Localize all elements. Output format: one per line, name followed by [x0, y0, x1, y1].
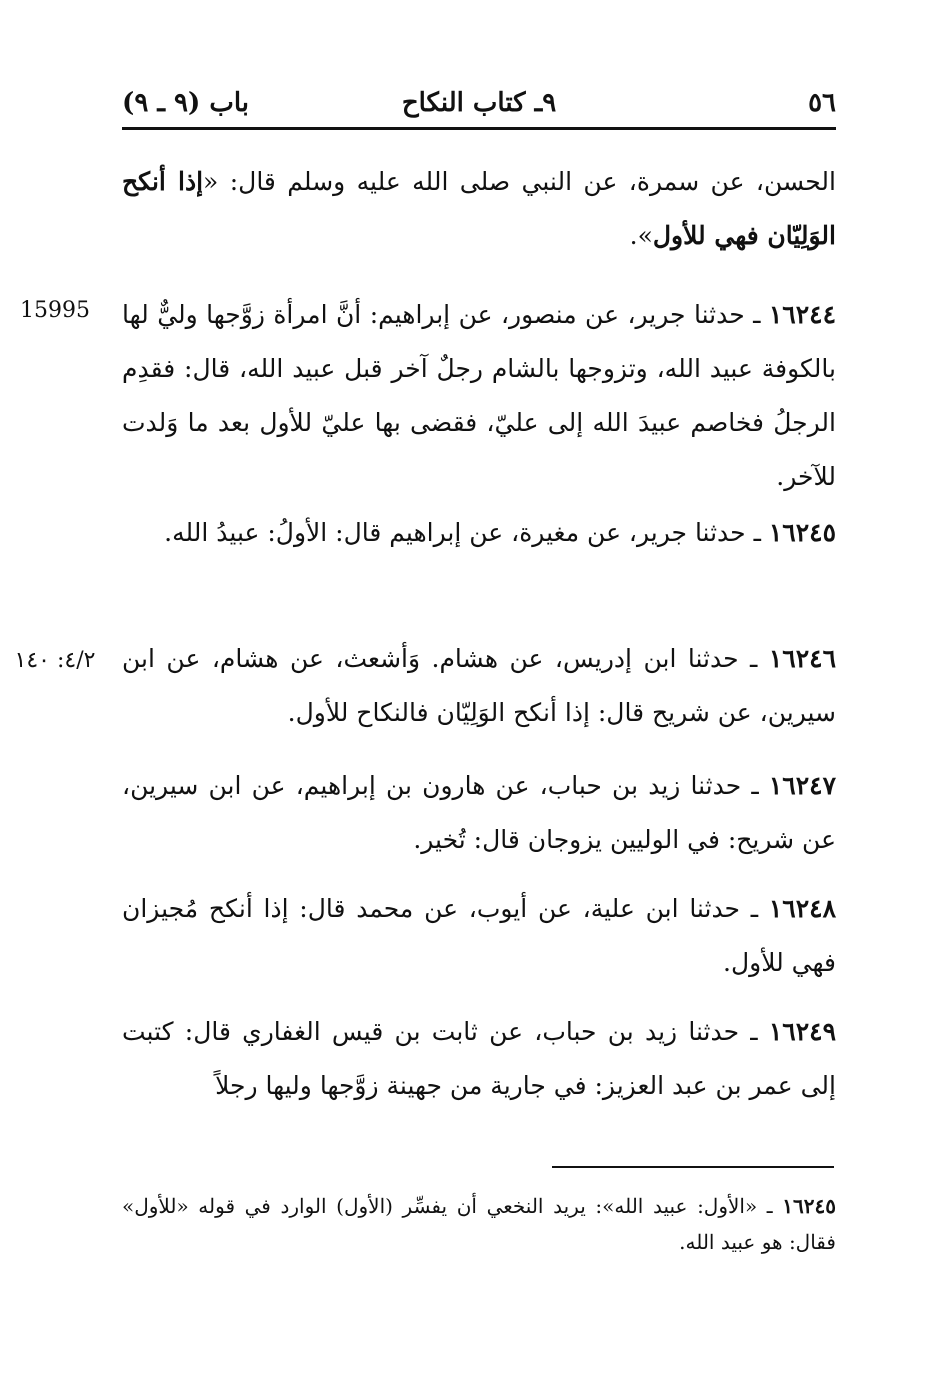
quoted-hadith-text: إذا أنكح الوَلِيّان فهي للأول [122, 167, 836, 250]
chapter-label: باب (٩ ـ ٩) [122, 88, 249, 118]
paragraph-text: الحسن، عن سمرة، عن النبي صلى الله عليه وسلم قال: « [203, 167, 836, 196]
hadith-text: ـ حدثنا جرير، عن منصور، عن إبراهيم: أنَّ امرأة زوَّجها وليٌّ لها بالكوفة عبيد الله، وتزوجها بالشام رجلٌ آخر قبل عبيد الله، قال: فقدِم الرجلُ فخاصم عبيدَ الله إلى عليّ، فقضى بها عليّ للأول بعد ما وَلدت للآخر. [122, 300, 836, 491]
footnote [122, 1188, 836, 1260]
paragraph-continuation [122, 155, 836, 263]
hadith-entry [122, 288, 836, 504]
hadith-text: ـ حدثنا ابن علية، عن أيوب، عن محمد قال: إذا أنكح مُجيزان فهي للأول. [122, 894, 836, 977]
hadith-text: ـ حدثنا جرير، عن مغيرة، عن إبراهيم قال: الأولُ: عبيدُ الله. [164, 518, 769, 547]
hadith-entry [122, 759, 836, 867]
page-header [122, 80, 836, 126]
hadith-number: ١٦٢٤٥ [768, 518, 836, 547]
hadith-entry [122, 632, 836, 740]
margin-reference: 15995 [20, 298, 90, 323]
hadith-entry [122, 882, 836, 990]
hadith-text: ـ حدثنا زيد بن حباب، عن هارون بن إبراهيم، عن ابن سيرين، عن شريح: في الوليين يزوجان قال: تُخير. [122, 771, 836, 854]
footnote-separator [552, 1166, 834, 1168]
margin-reference: ٤/٢: ١٤٠ [14, 648, 96, 673]
hadith-number: ١٦٢٤٦ [768, 644, 836, 673]
page-number: ٥٦ [808, 88, 836, 118]
hadith-number: ١٦٢٤٤ [768, 300, 836, 329]
hadith-number: ١٦٢٤٩ [768, 1017, 836, 1046]
hadith-number: ١٦٢٤٨ [768, 894, 836, 923]
book-title: ٩ـ كتاب النكاح [401, 88, 557, 118]
footnote-text: ـ «الأول: عبيد الله»: يريد النخعي أن يفسِّر (الأول) الوارد في قوله «للأول» فقال: هو عبيد الله. [122, 1194, 836, 1254]
footnote-number: ١٦٢٤٥ [782, 1194, 836, 1218]
hadith-entry [122, 1005, 836, 1113]
hadith-entry [122, 506, 836, 560]
paragraph-text-end: ». [629, 221, 653, 250]
hadith-text: ـ حدثنا ابن إدريس، عن هشام. وَأشعث، عن هشام، عن ابن سيرين، عن شريح قال: إذا أنكح الوَلِيّان فالنكاح للأول. [122, 644, 836, 727]
header-rule [122, 127, 836, 130]
hadith-number: ١٦٢٤٧ [768, 771, 836, 800]
hadith-text: ـ حدثنا زيد بن حباب، عن ثابت بن قيس الغفاري قال: كتبت إلى عمر بن عبد العزيز: في جارية من جهينة زوَّجها وليها رجلاً [122, 1017, 836, 1100]
